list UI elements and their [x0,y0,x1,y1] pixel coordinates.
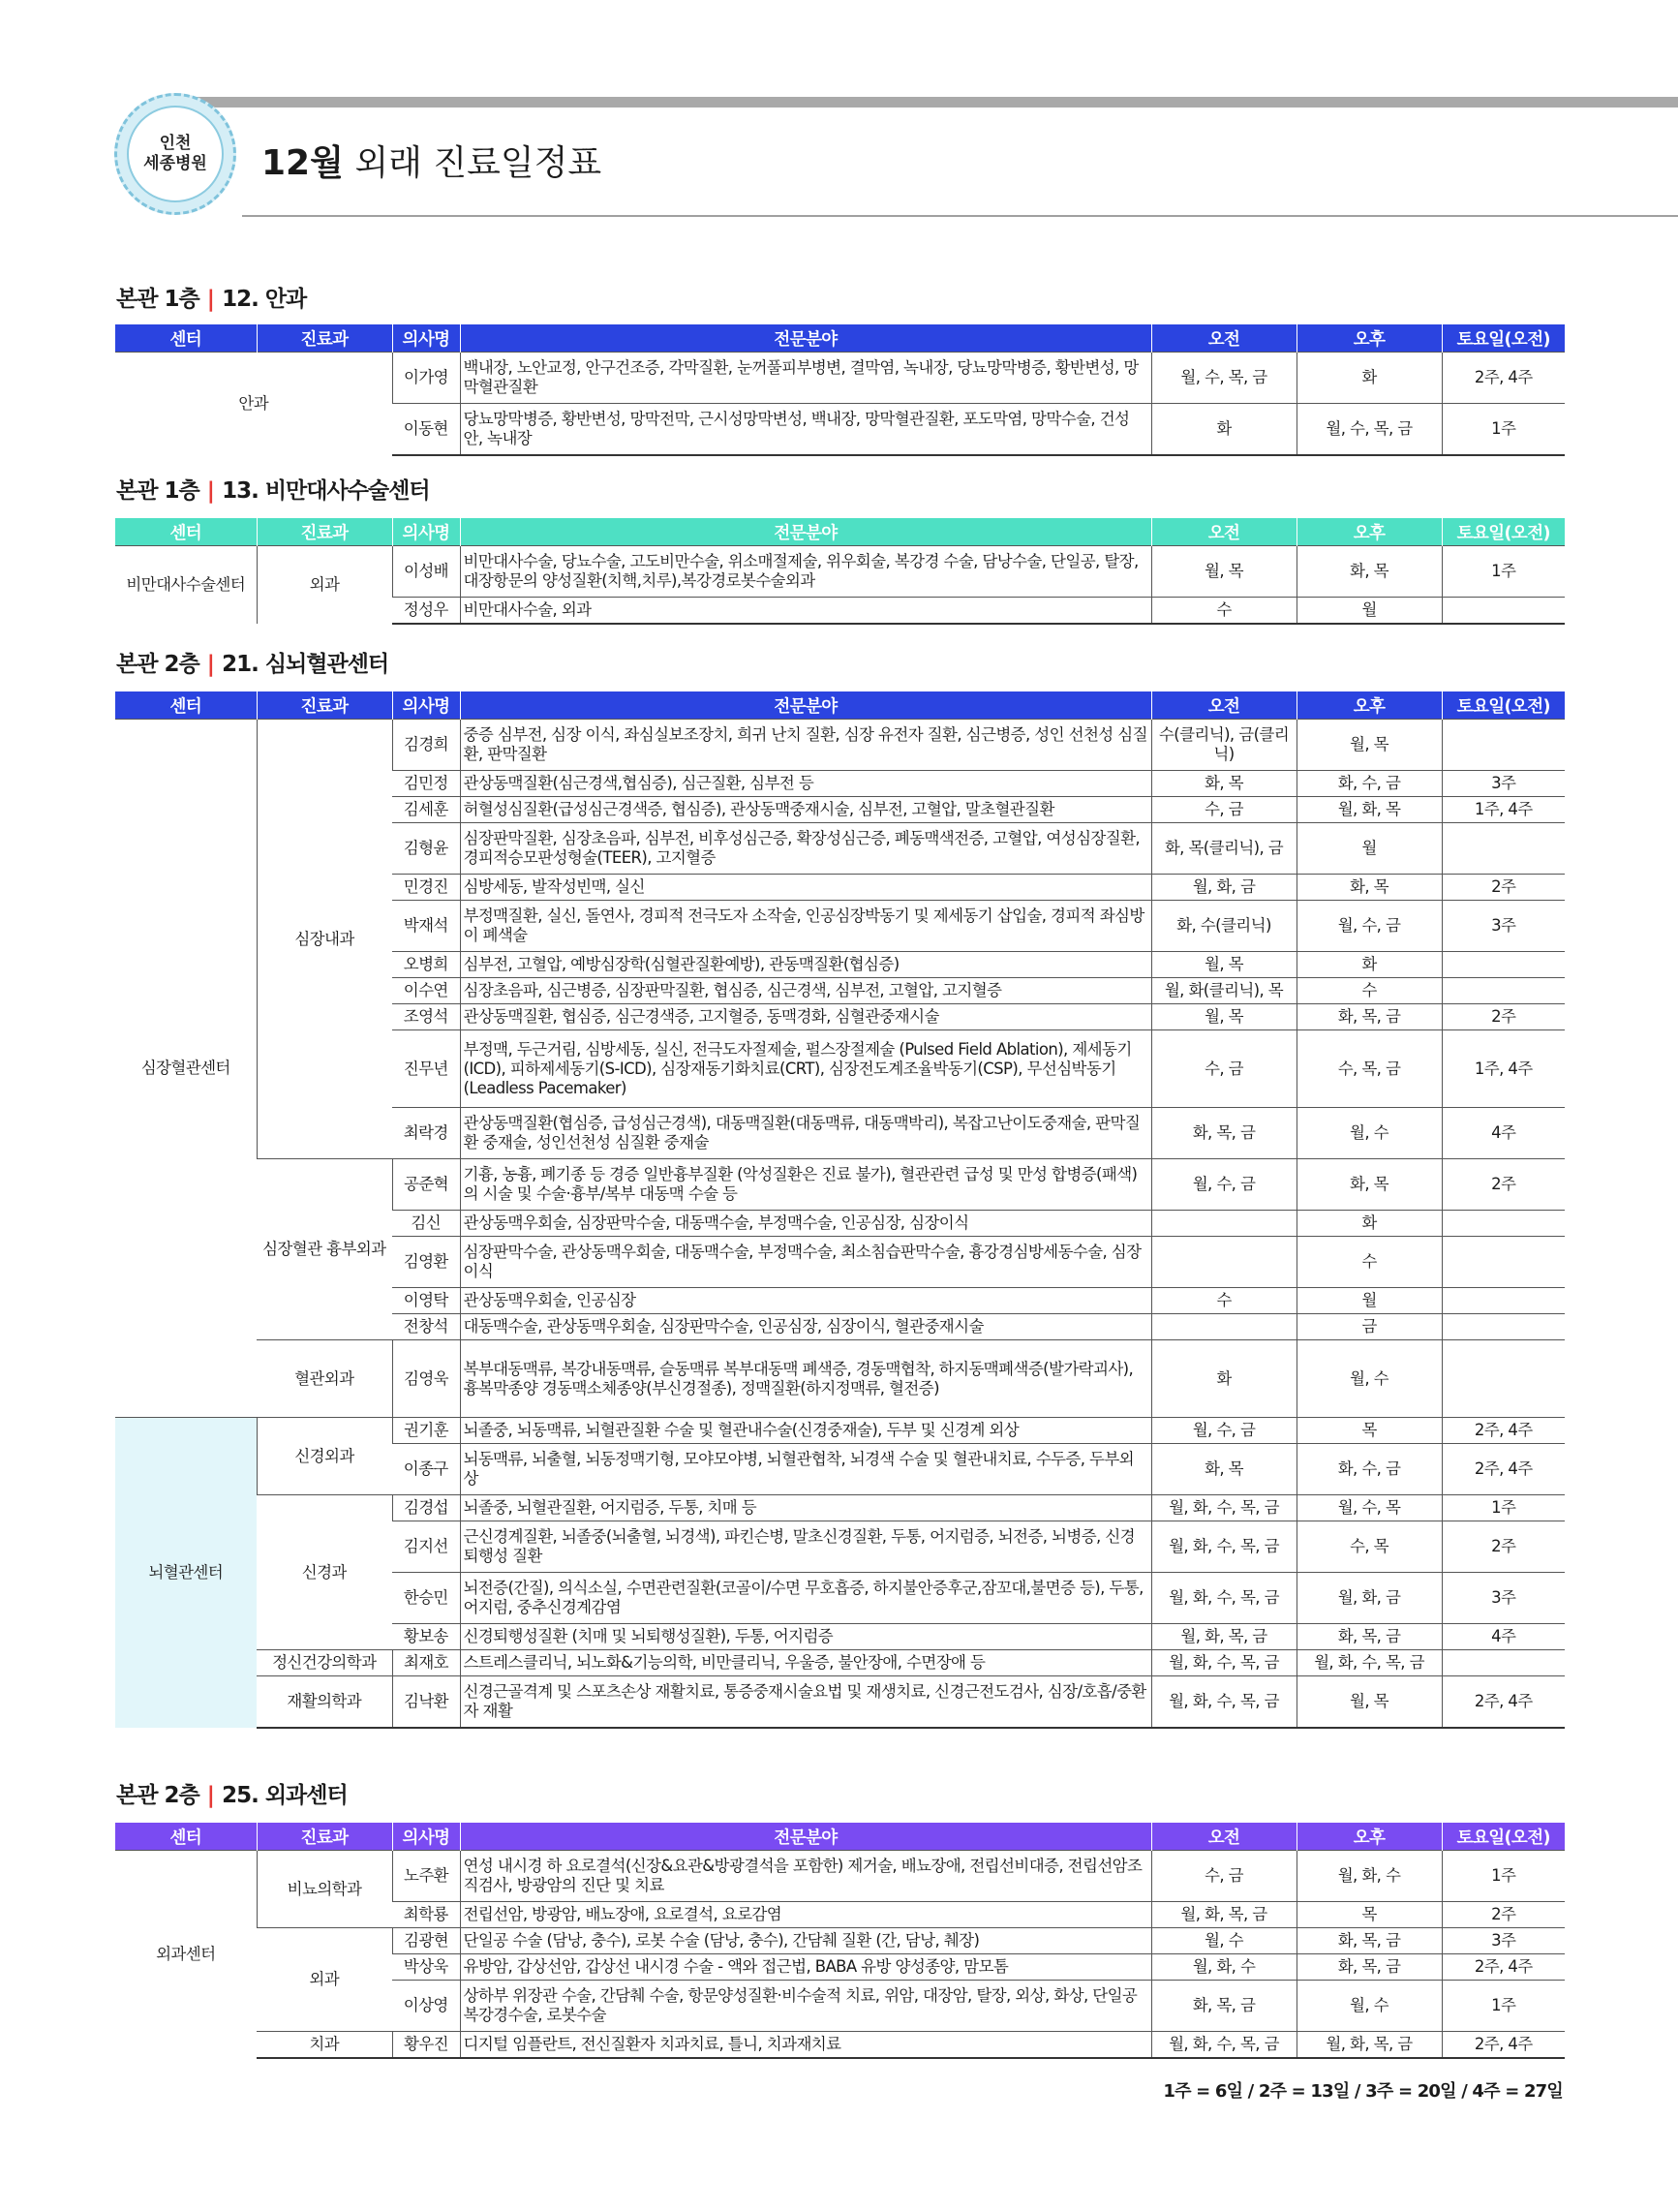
specialty: 심장판막수술, 관상동맥우회술, 대동맥수술, 부정맥수술, 최소침습판막수술, 흉강경심방세동수술, 심장이식 [460,1237,1151,1288]
doctor-name: 이상영 [392,1981,460,2032]
specialty: 관상동맥질환(협심증, 급성심근경색), 대동맥질환(대동맥류, 대동맥박리), 복잡고난이도중재술, 판막질환 중재술, 성인선천성 심질환 중재술 [460,1108,1151,1159]
pm-days: 금 [1297,1314,1442,1340]
section-name: 12. 안과 [222,287,307,312]
col-field: 전문분야 [460,324,1151,353]
am-days: 수, 금 [1151,1030,1297,1108]
table-surgery-center [115,1823,1565,2059]
doctor-name: 최재호 [392,1650,460,1676]
sat-weeks: 3주 [1442,901,1565,952]
doctor-name: 이종구 [392,1444,460,1495]
section-heading-bariatric [116,473,430,505]
pm-days: 화, 수, 금 [1297,771,1442,797]
col-am: 오전 [1151,324,1297,353]
hospital-seal-logo [114,93,236,215]
pm-days: 월, 화, 목, 금 [1297,2032,1442,2058]
page-title [261,136,601,185]
am-days: 월, 수 [1151,1928,1297,1954]
am-days: 월, 화, 수, 목, 금 [1151,1573,1297,1624]
am-days: 월, 목 [1151,1004,1297,1030]
section-heading-cerebrovascular [116,646,388,678]
am-days: 화, 목 [1151,1444,1297,1495]
pm-days: 수 [1297,1237,1442,1288]
am-days: 수 [1151,1288,1297,1314]
group-dept: 신경과 [257,1495,392,1650]
specialty: 비만대사수술, 당뇨수술, 고도비만수술, 위소매절제술, 위우회술, 복강경 수술, 담낭수술, 단일공, 탈장, 대장항문의 양성질환(치핵,치루),복강경로봇수술외과 [460,546,1151,598]
section-heading-surgery [116,1777,348,1809]
doctor-name: 이가영 [392,353,460,404]
section-name: 21. 심뇌혈관센터 [222,652,389,677]
doctor-name: 최락경 [392,1108,460,1159]
doctor-name: 박상욱 [392,1954,460,1981]
pm-days: 월 [1297,598,1442,624]
col-doctor: 의사명 [392,518,460,546]
pm-days: 월, 목 [1297,720,1442,771]
doctor-name: 김영환 [392,1237,460,1288]
table-ophthalmology [115,324,1565,456]
col-pm: 오후 [1297,324,1442,353]
pm-days: 화, 수, 금 [1297,1444,1442,1495]
sat-weeks: 2주, 4주 [1442,1444,1565,1495]
doctor-name: 진무년 [392,1030,460,1108]
doctor-name: 오병희 [392,952,460,978]
table-row [115,2032,1565,2058]
doctor-name: 이성배 [392,546,460,598]
am-days: 월, 화, 수, 목, 금 [1151,1495,1297,1521]
section-separator: | [206,652,215,677]
pm-days: 화, 목 [1297,546,1442,598]
col-center: 센터 [115,691,257,720]
am-days: 화, 목 [1151,771,1297,797]
section-floor: 본관 1층 [116,287,199,312]
doctor-name: 민경진 [392,875,460,901]
doctor-name: 공준혁 [392,1159,460,1211]
am-days [1151,1211,1297,1237]
am-days: 월, 수, 금 [1151,1159,1297,1211]
sat-weeks [1442,978,1565,1004]
pm-days: 월, 화, 수 [1297,1851,1442,1902]
pm-days: 수, 목 [1297,1521,1442,1573]
section-separator: | [206,287,215,312]
title-month: 12월 [261,143,344,183]
doctor-name: 김광현 [392,1928,460,1954]
table-row [115,1495,1565,1521]
sat-weeks: 3주 [1442,1928,1565,1954]
doctor-name: 김경희 [392,720,460,771]
doctor-name: 전창석 [392,1314,460,1340]
hospital-seal-inner [127,106,224,202]
col-dept: 진료과 [257,518,392,546]
group-dept: 정신건강의학과 [257,1650,392,1676]
doctor-name: 이영탁 [392,1288,460,1314]
col-am: 오전 [1151,691,1297,720]
sat-weeks: 1주 [1442,1981,1565,2032]
specialty: 비만대사수술, 외과 [460,598,1151,624]
am-days: 수, 금 [1151,797,1297,823]
group-dept: 외과 [257,546,392,624]
table-row [115,353,1565,404]
col-field: 전문분야 [460,691,1151,720]
specialty: 신경근골격계 및 스포츠손상 재활치료, 통증중재시술요법 및 재생치료, 신경근전도검사, 심장/호흡/중환자 재활 [460,1676,1151,1728]
specialty: 유방암, 갑상선암, 갑상선 내시경 수술 - 액와 접근법, BABA 유방 양성종양, 맘모톰 [460,1954,1151,1981]
col-am: 오전 [1151,518,1297,546]
specialty: 기흉, 농흉, 폐기종 등 경증 일반흉부질환 (악성질환은 진료 불가), 혈관관련 급성 및 만성 합병증(패색)의 시술 및 수술·흉부/복부 대동맥 수술 등 [460,1159,1151,1211]
section-floor: 본관 2층 [116,1783,199,1808]
specialty: 부정맥질환, 실신, 돌연사, 경피적 전극도자 소작술, 인공심장박동기 및 제세동기 삽입술, 경피적 좌심방이 폐색술 [460,901,1151,952]
sat-weeks [1442,823,1565,875]
group-dept: 치과 [257,2032,392,2058]
specialty: 상하부 위장관 수술, 간담췌 수술, 항문양성질환·비수술적 치료, 위암, 대장암, 탈장, 외상, 화상, 단일공 복강경수술, 로봇수술 [460,1981,1151,2032]
specialty: 당뇨망막병증, 황반변성, 망막전막, 근시성망막변성, 백내장, 망막혈관질환, 포도막염, 망막수술, 건성안, 녹내장 [460,404,1151,455]
sat-weeks [1442,1314,1565,1340]
am-days: 월, 수, 금 [1151,1418,1297,1444]
sat-weeks: 2주, 4주 [1442,353,1565,404]
specialty: 스트레스클리닉, 뇌노화&기능의학, 비만클리닉, 우울증, 불안장애, 수면장애 등 [460,1650,1151,1676]
table-row [115,546,1565,598]
group-dept: 혈관외과 [257,1340,392,1418]
col-sat: 토요일(오전) [1442,691,1565,720]
top-bar [184,97,1678,108]
pm-days: 월, 화, 수, 목, 금 [1297,1650,1442,1676]
sat-weeks [1442,1211,1565,1237]
title-rest: 외래 진료일정표 [343,143,602,183]
pm-days: 화, 목 [1297,1159,1442,1211]
specialty: 관상동맥우회술, 심장판막수술, 대동맥수술, 부정맥수술, 인공심장, 심장이식 [460,1211,1151,1237]
col-doctor: 의사명 [392,1823,460,1851]
table-row [115,720,1565,771]
group-dept: 외과 [257,1928,392,2032]
doctor-name: 김민정 [392,771,460,797]
am-days: 수 [1151,598,1297,624]
sat-weeks: 2주, 4주 [1442,1418,1565,1444]
specialty: 심부전, 고혈압, 예방심장학(심혈관질환예방), 관동맥질환(협심증) [460,952,1151,978]
sat-weeks: 4주 [1442,1108,1565,1159]
group-dept: 비뇨의학과 [257,1851,392,1928]
table-row [115,1650,1565,1676]
group-dept: 신경외과 [257,1418,392,1495]
header-divider [242,215,1678,217]
table-header-row [115,518,1565,546]
table-row [115,1928,1565,1954]
doctor-name: 김낙환 [392,1676,460,1728]
section-heading-ophthalmology [116,281,306,313]
sat-weeks: 2주, 4주 [1442,2032,1565,2058]
col-dept: 진료과 [257,324,392,353]
col-dept: 진료과 [257,1823,392,1851]
pm-days: 월, 수, 금 [1297,901,1442,952]
col-pm: 오후 [1297,691,1442,720]
group-center: 심장혈관센터 [115,720,257,1418]
sat-weeks: 2주 [1442,1902,1565,1928]
am-days: 수(클리닉), 금(클리닉) [1151,720,1297,771]
col-sat: 토요일(오전) [1442,1823,1565,1851]
doctor-name: 박재석 [392,901,460,952]
col-doctor: 의사명 [392,324,460,353]
specialty: 신경퇴행성질환 (치매 및 뇌퇴행성질환), 두통, 어지럼증 [460,1624,1151,1650]
doctor-name: 이동현 [392,404,460,455]
table-row [115,1340,1565,1418]
col-center: 센터 [115,518,257,546]
table-header-row [115,324,1565,353]
group-dept: 안과 [115,353,392,455]
sat-weeks: 2주, 4주 [1442,1954,1565,1981]
am-days: 월, 화, 목, 금 [1151,1902,1297,1928]
col-center: 센터 [115,1823,257,1851]
col-pm: 오후 [1297,1823,1442,1851]
pm-days: 화 [1297,952,1442,978]
am-days: 월, 화, 수 [1151,1954,1297,1981]
pm-days: 목 [1297,1418,1442,1444]
am-days: 월, 화, 금 [1151,875,1297,901]
doctor-name: 황보송 [392,1624,460,1650]
specialty: 관상동맥우회술, 인공심장 [460,1288,1151,1314]
am-days: 화 [1151,404,1297,455]
sat-weeks [1442,720,1565,771]
seal-line2: 세종병원 [143,154,207,173]
am-days: 화 [1151,1340,1297,1418]
group-dept: 심장혈관 흉부외과 [257,1159,392,1340]
table-bariatric [115,518,1565,625]
col-field: 전문분야 [460,518,1151,546]
pm-days: 화 [1297,1211,1442,1237]
am-days: 월, 화, 목, 금 [1151,1624,1297,1650]
pm-days: 월, 수 [1297,1340,1442,1418]
col-sat: 토요일(오전) [1442,518,1565,546]
pm-days: 수, 목, 금 [1297,1030,1442,1108]
pm-days: 목 [1297,1902,1442,1928]
am-days: 월, 화(클리닉), 목 [1151,978,1297,1004]
specialty: 부정맥, 두근거림, 심방세동, 실신, 전극도자절제술, 펄스장절제술 (Pulsed Field Ablation), 제세동기(ICD), 피하제세동기(S-ICD), 심장재동기화치료(CRT), 심장전도계조율박동기(CSP), 무선심박동기(Leadless Pacemaker) [460,1030,1151,1108]
pm-days: 월 [1297,823,1442,875]
doctor-name: 황우진 [392,2032,460,2058]
am-days: 화, 목(클리닉), 금 [1151,823,1297,875]
am-days: 월, 화, 수, 목, 금 [1151,1650,1297,1676]
pm-days: 월, 화, 금 [1297,1573,1442,1624]
specialty: 디지털 임플란트, 전신질환자 치과치료, 틀니, 치과재치료 [460,2032,1151,2058]
specialty: 뇌전증(간질), 의식소실, 수면관련질환(코골이/수면 무호흡증, 하지불안증후군,잠꼬대,불면증 등), 두통,어지럼, 중추신경계감염 [460,1573,1151,1624]
specialty: 심장초음파, 심근병증, 심장판막질환, 협심증, 심근경색, 심부전, 고혈압, 고지혈증 [460,978,1151,1004]
week-date-legend: 1주 = 6일 / 2주 = 13일 / 3주 = 20일 / 4주 = 27일 [1163,2081,1563,2102]
am-days [1151,1237,1297,1288]
group-dept: 심장내과 [257,720,392,1159]
doctor-name: 최학룡 [392,1902,460,1928]
sat-weeks [1442,952,1565,978]
am-days: 화, 목, 금 [1151,1108,1297,1159]
table-header-row [115,1823,1565,1851]
specialty: 중증 심부전, 심장 이식, 좌심실보조장치, 희귀 난치 질환, 심장 유전자 질환, 심근병증, 성인 선천성 심질환, 판막질환 [460,720,1151,771]
specialty: 단일공 수술 (담낭, 충수), 로봇 수술 (담낭, 충수), 간담췌 질환 (간, 담낭, 췌장) [460,1928,1151,1954]
sat-weeks: 2주 [1442,1004,1565,1030]
am-days: 화, 수(클리닉) [1151,901,1297,952]
doctor-name: 조영석 [392,1004,460,1030]
table-row [115,1676,1565,1728]
specialty: 근신경계질환, 뇌졸중(뇌출혈, 뇌경색), 파킨슨병, 말초신경질환, 두통, 어지럼증, 뇌전증, 뇌병증, 신경퇴행성 질환 [460,1521,1151,1573]
specialty: 허혈성심질환(급성심근경색증, 협심증), 관상동맥중재시술, 심부전, 고혈압, 말초혈관질환 [460,797,1151,823]
table-header-row [115,691,1565,720]
doctor-name: 김지선 [392,1521,460,1573]
col-doctor: 의사명 [392,691,460,720]
sat-weeks: 3주 [1442,1573,1565,1624]
am-days: 월, 화, 수, 목, 금 [1151,1676,1297,1728]
am-days: 월, 목 [1151,952,1297,978]
section-name: 25. 외과센터 [222,1783,348,1808]
col-field: 전문분야 [460,1823,1151,1851]
am-days [1151,1314,1297,1340]
sat-weeks: 1주 [1442,1851,1565,1902]
table-row [115,1159,1565,1211]
pm-days: 월, 수, 목 [1297,1495,1442,1521]
group-center: 비만대사수술센터 [115,546,257,624]
sat-weeks: 2주 [1442,875,1565,901]
pm-days: 수 [1297,978,1442,1004]
am-days: 월, 목 [1151,546,1297,598]
sat-weeks [1442,1237,1565,1288]
doctor-name: 노주환 [392,1851,460,1902]
doctor-name: 김신 [392,1211,460,1237]
table-row [115,1418,1565,1444]
am-days: 월, 화, 수, 목, 금 [1151,2032,1297,2058]
group-center: 뇌혈관센터 [115,1418,257,1728]
sat-weeks [1442,1340,1565,1418]
specialty: 백내장, 노안교정, 안구건조증, 각막질환, 눈꺼풀피부병변, 결막염, 녹내장, 당뇨망막병증, 황반변성, 망막혈관질환 [460,353,1151,404]
specialty: 뇌졸중, 뇌혈관질환, 어지럼증, 두통, 치매 등 [460,1495,1151,1521]
sat-weeks [1442,1288,1565,1314]
specialty: 뇌졸중, 뇌동맥류, 뇌혈관질환 수술 및 혈관내수술(신경중재술), 두부 및 신경계 외상 [460,1418,1151,1444]
doctor-name: 권기훈 [392,1418,460,1444]
pm-days: 월, 목 [1297,1676,1442,1728]
section-name: 13. 비만대사수술센터 [222,478,430,504]
sat-weeks: 1주, 4주 [1442,797,1565,823]
col-sat: 토요일(오전) [1442,324,1565,353]
pm-days: 월, 수 [1297,1108,1442,1159]
sat-weeks: 1주 [1442,1495,1565,1521]
sat-weeks: 2주 [1442,1159,1565,1211]
sat-weeks: 2주, 4주 [1442,1676,1565,1728]
sat-weeks: 1주 [1442,546,1565,598]
doctor-name: 한승민 [392,1573,460,1624]
doctor-name: 김세훈 [392,797,460,823]
am-days: 월, 수, 목, 금 [1151,353,1297,404]
pm-days: 화, 목, 금 [1297,1004,1442,1030]
sat-weeks [1442,1650,1565,1676]
section-separator: | [206,1783,215,1808]
specialty: 뇌동맥류, 뇌출혈, 뇌동정맥기형, 모야모야병, 뇌혈관협착, 뇌경색 수술 및 혈관내치료, 수두증, 두부외상 [460,1444,1151,1495]
am-days: 수, 금 [1151,1851,1297,1902]
table-cardio-cerebro [115,691,1565,1729]
table-row [115,1851,1565,1902]
pm-days: 월, 화, 목 [1297,797,1442,823]
doctor-name: 이수연 [392,978,460,1004]
specialty: 관상동맥질환(심근경색,협심증), 심근질환, 심부전 등 [460,771,1151,797]
doctor-name: 김형윤 [392,823,460,875]
pm-days: 화, 목 [1297,875,1442,901]
pm-days: 화, 목, 금 [1297,1954,1442,1981]
section-floor: 본관 1층 [116,478,199,504]
pm-days: 화, 목, 금 [1297,1928,1442,1954]
pm-days: 화 [1297,353,1442,404]
specialty: 심방세동, 발작성빈맥, 실신 [460,875,1151,901]
specialty: 관상동맥질환, 협심증, 심근경색증, 고지혈증, 동맥경화, 심혈관중재시술 [460,1004,1151,1030]
specialty: 심장판막질환, 심장초음파, 심부전, 비후성심근증, 확장성심근증, 폐동맥색전증, 고혈압, 여성심장질환, 경피적승모판성형술(TEER), 고지혈증 [460,823,1151,875]
pm-days: 월 [1297,1288,1442,1314]
doctor-name: 김영욱 [392,1340,460,1418]
sat-weeks: 1주 [1442,404,1565,455]
section-separator: | [206,478,215,504]
am-days: 화, 목, 금 [1151,1981,1297,2032]
specialty: 복부대동맥류, 복강내동맥류, 슬동맥류 복부대동맥 폐색증, 경동맥협착, 하지동맥폐색증(발가락괴사), 흉복막종양 경동맥소체종양(부신경절종), 정맥질환(하지정맥류, 혈전증) [460,1340,1151,1418]
doctor-name: 김경섭 [392,1495,460,1521]
seal-line1: 인천 [159,134,192,153]
sat-weeks: 4주 [1442,1624,1565,1650]
sat-weeks: 2주 [1442,1521,1565,1573]
col-am: 오전 [1151,1823,1297,1851]
sat-weeks: 3주 [1442,771,1565,797]
group-center: 외과센터 [115,1851,257,2058]
col-dept: 진료과 [257,691,392,720]
group-dept: 재활의학과 [257,1676,392,1728]
doctor-name: 정성우 [392,598,460,624]
specialty: 대동맥수술, 관상동맥우회술, 심장판막수술, 인공심장, 심장이식, 혈관중재시술 [460,1314,1151,1340]
specialty: 연성 내시경 하 요로결석(신장&요관&방광결석을 포함한) 제거술, 배뇨장애, 전립선비대증, 전립선암조직검사, 방광암의 진단 및 치료 [460,1851,1151,1902]
sat-weeks [1442,598,1565,624]
col-pm: 오후 [1297,518,1442,546]
col-center: 센터 [115,324,257,353]
am-days: 월, 화, 수, 목, 금 [1151,1521,1297,1573]
specialty: 전립선암, 방광암, 배뇨장애, 요로결석, 요로감염 [460,1902,1151,1928]
pm-days: 화, 목, 금 [1297,1624,1442,1650]
section-floor: 본관 2층 [116,652,199,677]
sat-weeks: 1주, 4주 [1442,1030,1565,1108]
pm-days: 월, 수 [1297,1981,1442,2032]
pm-days: 월, 수, 목, 금 [1297,404,1442,455]
